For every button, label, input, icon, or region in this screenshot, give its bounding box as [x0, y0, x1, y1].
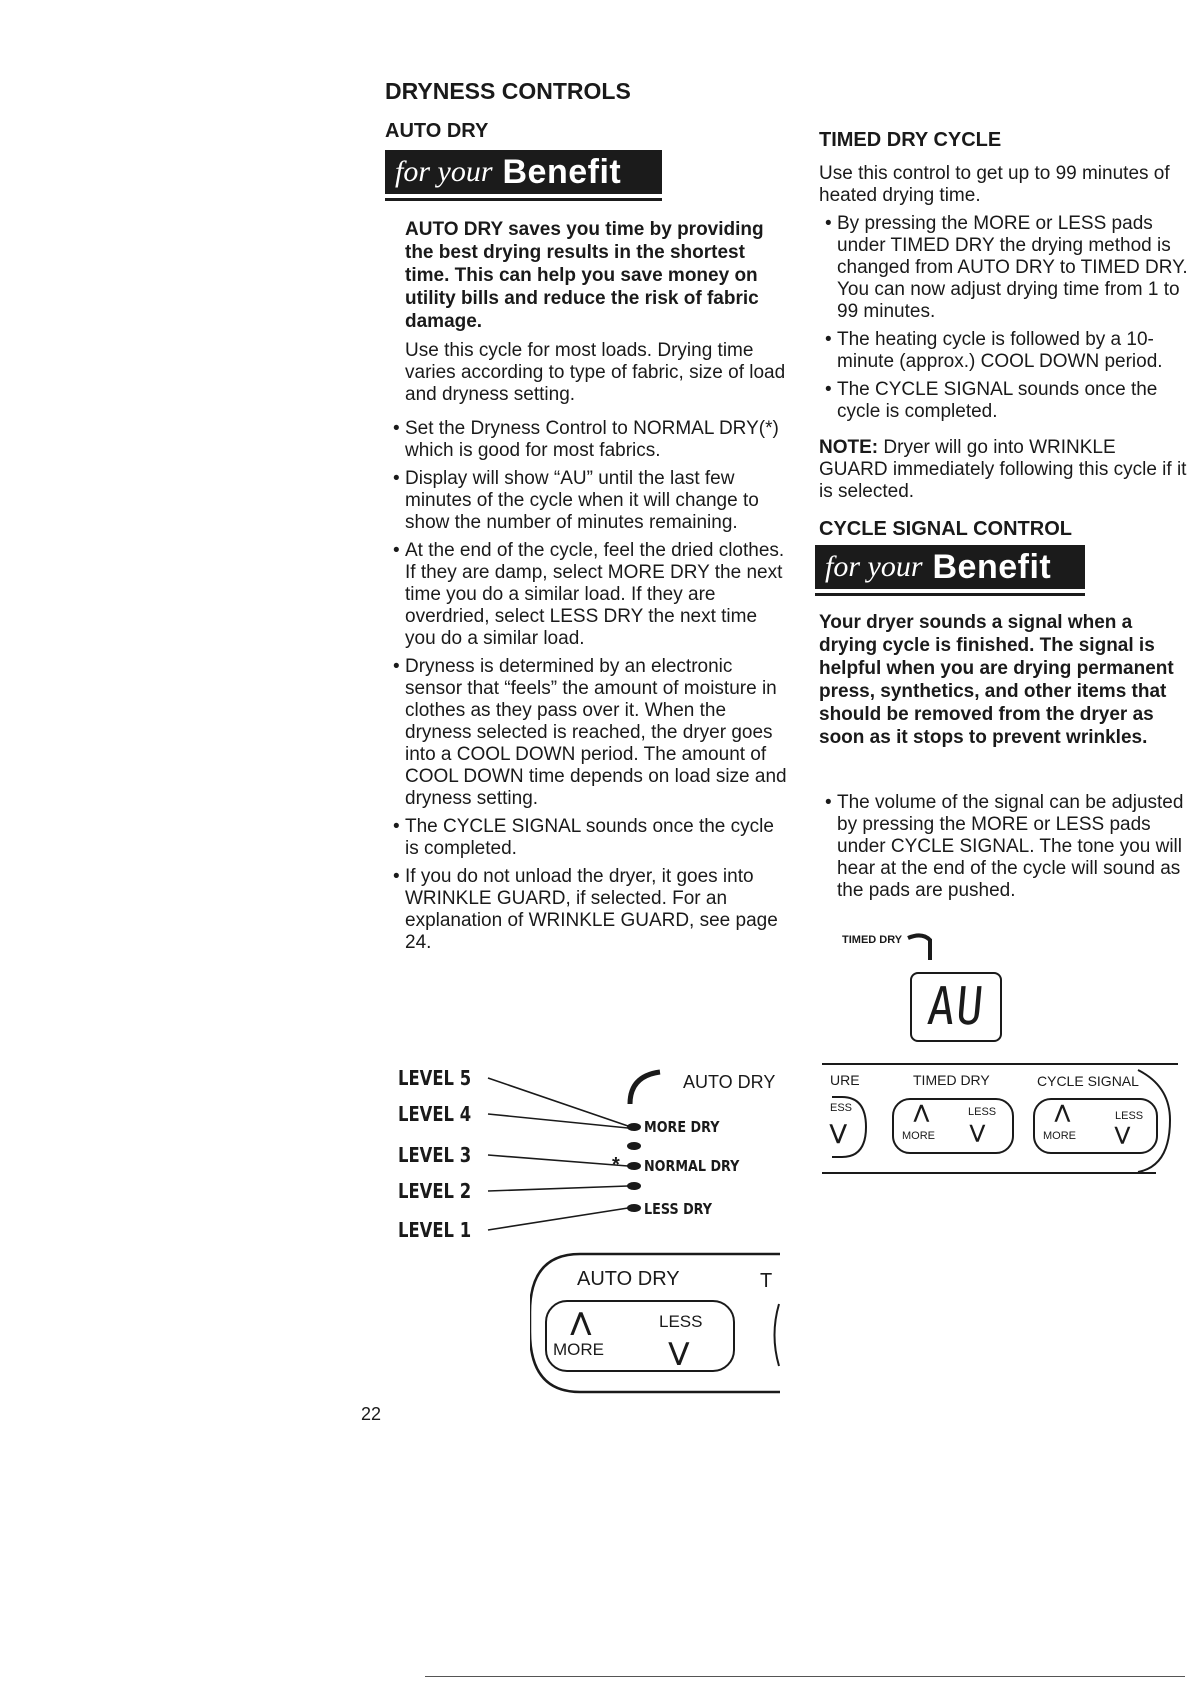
less-dry-dot-icon	[627, 1204, 641, 1212]
cycle-signal-benefit-text: Your dryer sounds a signal when a drying cycle is finished. The signal is helpful when you are drying permanent press, synthetics, and other items that should be removed from the dryer as soon as it stops to prevent wrinkles.	[819, 612, 1174, 748]
page-number: 22	[361, 1404, 382, 1424]
partial-label-ure: URE	[830, 1072, 860, 1088]
note-text: Dryer will go into WRINKLE GUARD immediately following this cycle if it is selected.	[819, 437, 1187, 502]
normal-dry-star: *	[612, 1154, 620, 1176]
divider	[822, 1063, 1178, 1065]
digital-display	[910, 972, 1002, 1042]
indicator-hook-icon	[906, 930, 946, 970]
cycle-signal-pad-label: CYCLE SIGNAL	[1037, 1073, 1139, 1089]
list-item: • Dryness is determined by an electronic sensor that “feels” the amount of moisture in clothes as they pass over it. When the dryness selected is reached, the dryer goes into a COOL DOWN period. The amount of COOL DOWN time depends on load size and dryness setting.	[391, 656, 791, 810]
less-button-label: LESS	[1115, 1110, 1144, 1122]
next-pad-edge	[768, 1302, 780, 1368]
partial-less-label: ESS	[830, 1102, 853, 1114]
auto-dry-benefit-text: AUTO DRY saves you time by providing the best drying results in the shortest time. This can help you save money on utility bills and reduce the risk of fabric damage.	[405, 219, 764, 332]
benefit-prefix: for your	[825, 550, 923, 583]
list-item: • By pressing the MORE or LESS pads under TIMED DRY the drying method is changed from AUTO DRY to TIMED DRY. You can now adjust drying time from 1 to 99 minutes.	[823, 213, 1191, 323]
page-title: DRYNESS CONTROLS	[385, 78, 631, 104]
timed-dry-indicator-label: TIMED DRY	[842, 934, 903, 946]
benefit-banner-auto-dry	[385, 150, 662, 201]
auto-dry-control-panel	[530, 1252, 780, 1397]
timed-dry-more-less-pad[interactable]	[892, 1098, 1014, 1154]
panel-right-edge	[1136, 1068, 1176, 1173]
less-button-label: LESS	[659, 1312, 703, 1331]
down-arrow-icon: ⋁	[830, 1122, 847, 1144]
auto-dry-panel-label: AUTO DRY	[577, 1268, 680, 1290]
timed-dry-heading: TIMED DRY CYCLE	[819, 129, 1002, 151]
down-arrow-icon: ⋁	[970, 1122, 985, 1142]
leader-line-level-4	[488, 1114, 628, 1128]
list-item: • The heating cycle is followed by a 10-minute (approx.) COOL DOWN period.	[823, 329, 1191, 373]
auto-dry-more-less-pad[interactable]	[545, 1300, 735, 1372]
option-less-dry: LESS DRY	[644, 1200, 713, 1218]
more-button-label: MORE	[902, 1130, 935, 1142]
timed-dry-note	[819, 437, 1189, 503]
note-label: NOTE:	[819, 437, 879, 458]
benefit-word: Benefit	[932, 547, 1052, 586]
level-2-label: LEVEL 2	[398, 1179, 472, 1203]
list-item: • Display will show “AU” until the last few minutes of the cycle when it will change to show the number of minutes remaining.	[391, 468, 791, 534]
dot-icon	[627, 1142, 641, 1150]
more-dry-dot-icon	[627, 1123, 641, 1131]
more-button-label: MORE	[1043, 1130, 1076, 1142]
list-item: • If you do not unload the dryer, it goes into WRINKLE GUARD, if selected. For an explanation of WRINKLE GUARD, see page 24.	[391, 866, 791, 954]
cycle-signal-bullets	[823, 792, 1191, 908]
up-arrow-icon: ⋀	[1055, 1102, 1070, 1122]
option-more-dry: MORE DRY	[644, 1118, 720, 1136]
normal-dry-dot-icon	[627, 1162, 641, 1170]
timed-dry-bullets	[823, 213, 1191, 429]
auto-dry-hook-icon	[630, 1072, 660, 1104]
dryness-levels-diagram	[398, 1062, 798, 1252]
level-4-label: LEVEL 4	[398, 1102, 472, 1126]
list-item: • At the end of the cycle, feel the dried clothes. If they are damp, select MORE DRY the next time you do a similar load. If they are overdried, select LESS DRY the next time you do a similar load.	[391, 540, 791, 650]
list-item: • The volume of the signal can be adjusted by pressing the MORE or LESS pads under CYCLE SIGNAL. The tone you will hear at the end of the cycle will sound as the pads are pushed.	[823, 792, 1191, 902]
cycle-signal-heading: CYCLE SIGNAL CONTROL	[819, 518, 1072, 540]
down-arrow-icon: ⋁	[1115, 1124, 1130, 1144]
up-arrow-icon: ⋀	[914, 1102, 929, 1122]
option-auto-dry: AUTO DRY	[683, 1072, 776, 1092]
up-arrow-icon: ⋀	[571, 1309, 591, 1336]
display-readout: AU	[925, 977, 987, 1037]
leader-line-level-1	[488, 1208, 628, 1230]
leader-line-level-5	[488, 1078, 628, 1126]
timed-dry-intro: Use this control to get up to 99 minutes of heated drying time.	[819, 163, 1170, 206]
dot-icon	[627, 1182, 641, 1190]
auto-dry-heading: AUTO DRY	[385, 120, 489, 142]
benefit-word: Benefit	[502, 152, 622, 191]
auto-dry-bullets	[391, 418, 791, 960]
option-normal-dry: NORMAL DRY	[644, 1157, 740, 1175]
more-button-label: MORE	[553, 1340, 604, 1359]
list-item: • The CYCLE SIGNAL sounds once the cycle is completed.	[823, 379, 1191, 423]
auto-dry-intro: Use this cycle for most loads. Drying time varies according to type of fabric, size of load and dryness setting.	[405, 340, 786, 405]
down-arrow-icon: ⋁	[669, 1339, 689, 1366]
next-panel-label: T	[760, 1270, 773, 1292]
list-item: • The CYCLE SIGNAL sounds once the cycle is completed.	[391, 816, 791, 860]
leader-line-level-3	[488, 1155, 628, 1166]
timed-dry-pad-label: TIMED DRY	[913, 1072, 990, 1088]
benefit-banner-cycle-signal	[815, 545, 1085, 596]
divider	[822, 1172, 1156, 1174]
leader-line-level-2	[488, 1186, 628, 1191]
benefit-prefix: for your	[395, 155, 493, 188]
level-3-label: LEVEL 3	[398, 1143, 472, 1167]
control-display-panel	[818, 930, 1178, 1175]
level-5-label: LEVEL 5	[398, 1066, 472, 1090]
less-button-label: LESS	[968, 1106, 997, 1118]
level-1-label: LEVEL 1	[398, 1218, 472, 1242]
list-item: • Set the Dryness Control to NORMAL DRY(*) which is good for most fabrics.	[391, 418, 791, 462]
divider	[425, 1676, 1185, 1677]
